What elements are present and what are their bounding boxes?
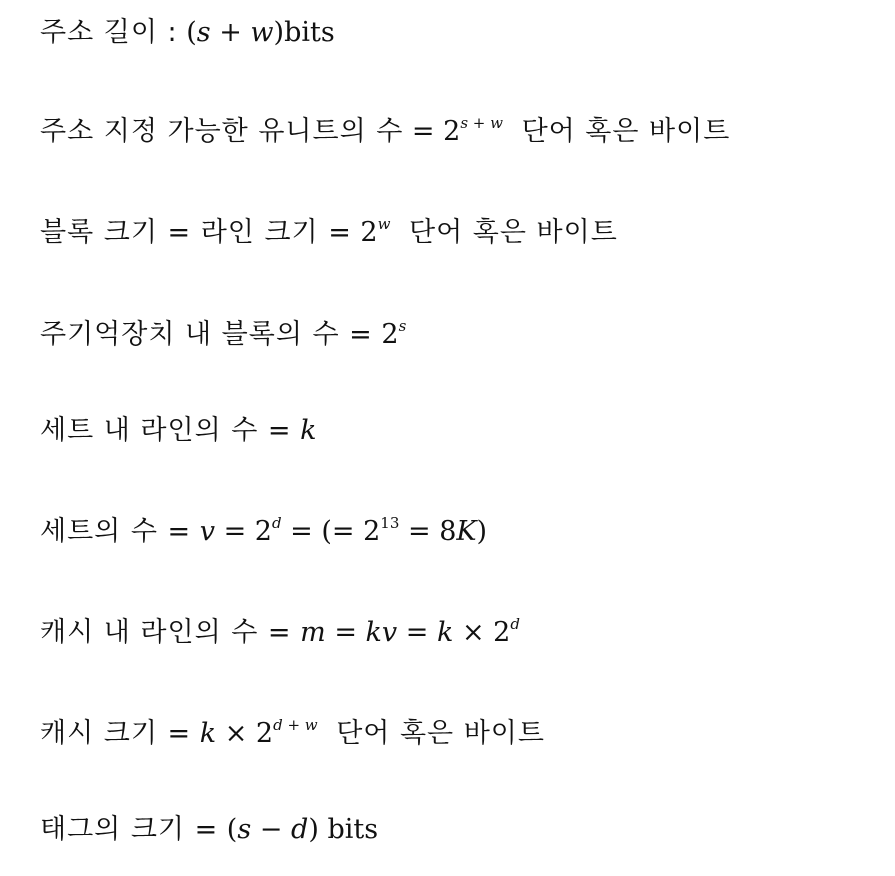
units-word-or-byte: 단어 혹은 바이트 — [409, 217, 618, 248]
var-m: m — [300, 617, 326, 648]
open-paren: ( — [226, 814, 238, 845]
bits-unit: bits — [327, 814, 379, 845]
tag-size-line — [40, 813, 378, 847]
base-two: 2 — [360, 217, 378, 248]
equals-paren-two: = (= 2 — [290, 516, 381, 547]
open-paren: ( — [186, 17, 197, 48]
lines-per-set-label: 세트 내 라인의 수 = — [40, 415, 292, 446]
cache-lines-line — [40, 616, 520, 650]
minus-sign: − — [259, 814, 283, 845]
exponent-13: 13 — [380, 514, 400, 532]
cache-size-line — [40, 717, 545, 751]
base-two: 2 — [381, 319, 399, 350]
equals-eight: = 8 — [407, 516, 457, 547]
var-s: s — [237, 814, 252, 845]
var-w: w — [250, 17, 274, 48]
var-v: v — [199, 516, 215, 547]
main-memory-blocks-line — [40, 318, 406, 352]
equals-sign: = — [405, 617, 429, 648]
var-k: k — [199, 718, 217, 749]
block-size-label: 블록 크기 = 라인 크기 = — [40, 217, 352, 248]
cache-size-label: 캐시 크기 = — [40, 718, 192, 749]
equals-sign: = — [334, 617, 357, 648]
exponent-w: w — [377, 215, 391, 233]
exponent-d: d — [271, 514, 282, 532]
var-kv: kv — [365, 617, 398, 648]
close-paren: ) — [308, 814, 319, 845]
block-size-line — [40, 216, 618, 250]
address-length-line — [40, 16, 335, 50]
exponent-s: s — [398, 317, 407, 335]
var-K: K — [456, 516, 477, 547]
exponent-s-plus-w: s + w — [460, 114, 503, 132]
addressable-units-line — [40, 115, 730, 149]
exponent-d-plus-w: d + w — [273, 716, 318, 734]
main-memory-blocks-label: 주기억장치 내 블록의 수 = — [40, 319, 373, 350]
cache-lines-label: 캐시 내 라인의 수 = — [40, 617, 292, 648]
exponent-d: d — [510, 615, 520, 633]
addressable-units-label: 주소 지정 가능한 유니트의 수 — [40, 116, 404, 147]
tag-size-label: 태그의 크기 = — [40, 814, 219, 845]
number-of-sets-label: 세트의 수 = — [40, 516, 192, 547]
lines-per-set-line — [40, 414, 317, 448]
close-paren: ) — [476, 516, 488, 547]
units-word-or-byte: 단어 혹은 바이트 — [521, 116, 731, 147]
var-d: d — [291, 814, 309, 845]
address-length-label: 주소 길이 : — [40, 17, 178, 48]
number-of-sets-line — [40, 515, 487, 549]
var-k: k — [436, 617, 454, 648]
equals-two: = 2 — [223, 516, 272, 547]
bits-unit: )bits — [273, 17, 335, 48]
equals-two: = 2 — [411, 116, 461, 147]
times-two: × 2 — [461, 617, 511, 648]
plus-sign: + — [219, 17, 242, 48]
times-two: × 2 — [224, 718, 274, 749]
var-k: k — [300, 415, 317, 446]
units-word-or-byte: 단어 혹은 바이트 — [336, 718, 545, 749]
var-s: s — [196, 17, 211, 48]
